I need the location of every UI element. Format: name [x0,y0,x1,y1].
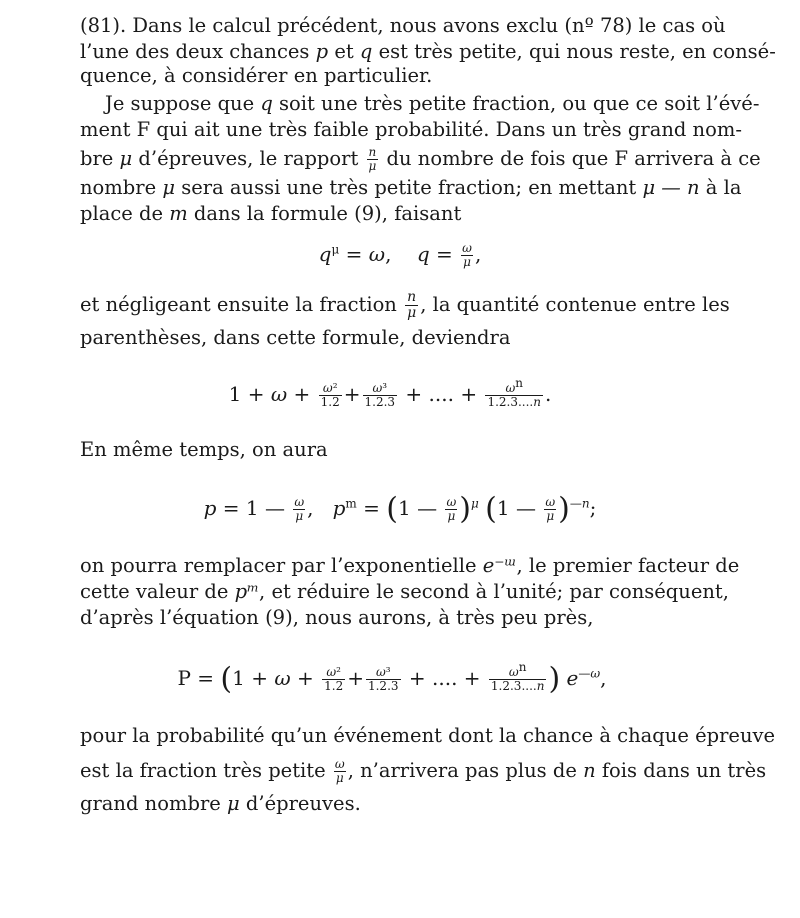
text: , n’arrivera pas plus de [347,759,584,782]
text: est très petite, qui nous reste, en consé- [372,40,776,63]
equation-3 [0,491,800,527]
equation-render: 1 + ω + $\frac{\text{ω²}}{1.2}$ + $\frac{\text{ω³}}{1.2.3}$ + .... + $\frac{\omega^n}{1.2.3....n}$ . [228,376,552,409]
text: l’une des deux chances [80,40,316,63]
text: pour la probabilité qu’un événement dont la chance à chaque épreuve [80,724,776,747]
var-mu: μ [119,147,133,170]
text: sera aussi une très petite fraction; en mettant [175,176,643,199]
text-line-7 [80,176,742,200]
text-line-1 [80,14,726,38]
equation-render: $q^\mu = \omega$, q = $\frac{\omega}{\mu}$ , [318,241,482,269]
text: place de [80,202,170,225]
text: parenthèses, dans cette formule, deviendra [80,326,511,349]
text: d’épreuves. [239,792,361,815]
text-line-14 [80,606,712,630]
equation-4 [0,660,792,697]
text: et négligeant ensuite la fraction [80,293,404,316]
text-line-11 [80,438,712,462]
text-line-10 [80,326,712,350]
exponential: e⁻ᵚ [482,554,517,577]
text: (81). Dans le calcul précédent, nous avons exclu (nº 78) le cas où [80,14,726,37]
text: , et réduire le second à l’unité; par conséquent, [259,580,729,603]
var-m: m [169,202,188,225]
text-line-4 [105,92,760,116]
text-line-12 [80,554,740,578]
text-line-2 [80,40,776,64]
equation-1 [0,240,800,269]
text: d’épreuves, le rapport [132,147,365,170]
var-mu: μ [227,792,240,815]
text: fois dans un très [595,759,767,782]
text-line-15 [80,724,776,748]
text-line-13 [80,580,729,604]
var-p: p [315,40,329,63]
text: En même temps, on aura [80,438,328,461]
text: cette valeur de [80,580,235,603]
text-line-8 [80,202,712,226]
var-mu: μ [162,176,176,199]
text-line-5 [80,118,742,142]
text: dans la formule (9), faisant [187,202,462,225]
text-line-16 [80,757,767,785]
text: quence, à considérer en particulier. [80,64,433,87]
text-line-3 [80,64,712,88]
text: à la [699,176,742,199]
text: ment F qui ait une très faible probabilité. Dans un très grand nom- [80,118,742,141]
fraction-omega-over-mu: $\frac{\omega}{\mu}$ [334,757,345,785]
text: bre [80,147,120,170]
var-n: n [583,759,596,782]
var-p-m: pᵐ [234,580,260,603]
var-q: q [260,92,273,115]
text: du nombre de fois que F arrivera à ce [380,147,761,170]
text: on pourra remplacer par l’exponentielle [80,554,483,577]
fraction-n-over-mu: $\frac{n}{\mu}$ [407,289,417,321]
text: nombre [80,176,163,199]
text: soit une très petite fraction, ou que ce soit l’évé- [272,92,760,115]
text-line-17 [80,792,712,816]
text-line-9 [80,289,730,321]
text: , le premier facteur de [516,554,740,577]
fraction-n-over-mu: $\frac{n}{\mu}$ [368,145,377,173]
equation-render: p = 1 — $\frac{\omega}{\mu}$ , $p^m = (1$ — $\frac{\omega}{\mu}$ )$^\mu$ (1 — $\frac{\omega}{\mu}$ )$^{—n}$; [203,491,597,527]
text: et [328,40,360,63]
text: grand nombre [80,792,228,815]
text: Je suppose que [105,92,261,115]
text: est la fraction très petite [80,759,332,782]
var-q: q [359,40,373,63]
text-line-6 [80,145,761,173]
equation-2 [0,376,790,409]
text: , la quantité contenue entre les [420,293,730,316]
text: d’après l’équation (9), nous aurons, à très peu près, [80,606,594,629]
equation-render: P = (1 + ω + $\frac{\text{ω²}}{1.2}$ + $\frac{\text{ω³}}{1.2.3}$ + .... + $\frac{\omega^n}{1.2.3....n}$ ) $e^{—\omega}$, [177,660,607,697]
expr-mu-minus-n: μ — n [642,176,700,199]
